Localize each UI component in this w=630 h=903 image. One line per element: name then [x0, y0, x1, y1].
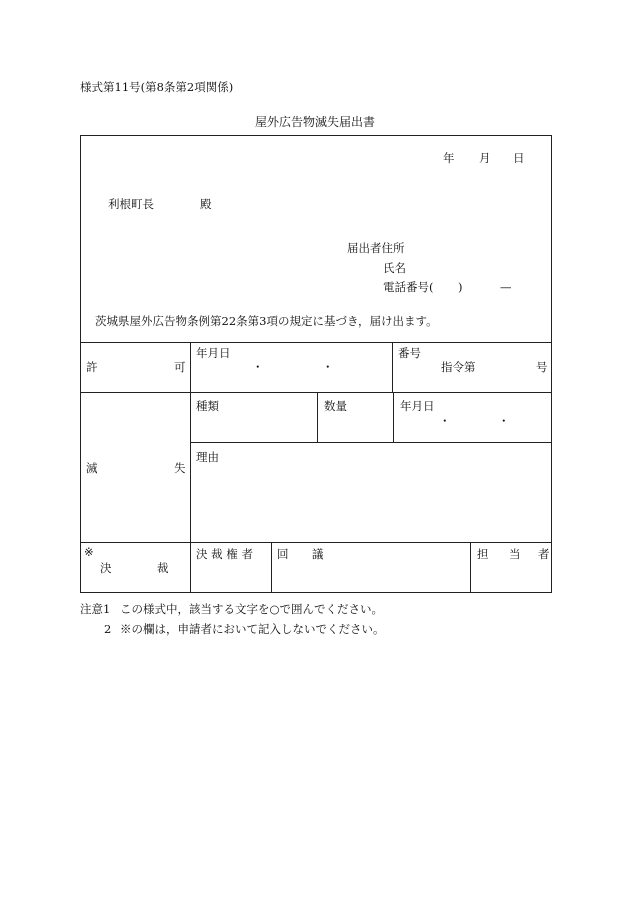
loss-label-b: 失: [174, 461, 186, 475]
applicant-address-label: 届出者住所: [347, 241, 405, 255]
recipient-honorific: 殿: [200, 197, 212, 211]
applicant-phone-label: 電話番号(: [383, 280, 434, 294]
date-year: 年: [443, 151, 455, 165]
loss-reason-label: 理由: [196, 450, 219, 464]
decision-label-b: 裁: [157, 561, 169, 575]
decision-circulation-a: 回: [277, 547, 289, 561]
permit-number-label: 番号: [398, 346, 421, 360]
statement: 茨城県屋外広告物条例第22条第3項の規定に基づき，届け出ます。: [95, 314, 438, 328]
permit-order-prefix: 指令第: [441, 360, 476, 374]
recipient-name: 利根町長: [108, 197, 154, 211]
permit-date-dot-2: ・: [322, 360, 334, 374]
applicant-phone-close: ): [458, 280, 463, 294]
loss-quantity-label: 数量: [324, 399, 347, 413]
date-day: 日: [513, 151, 525, 165]
rule-type-divider: [317, 392, 318, 442]
document-title: 屋外広告物滅失届出書: [254, 115, 375, 129]
rule-authority-divider: [271, 542, 272, 593]
rule-permit-top: [80, 342, 552, 343]
decision-staff-b: 当: [509, 547, 521, 561]
date-month: 月: [479, 151, 491, 165]
rule-staff-divider: [470, 542, 471, 593]
rule-reason-top: [190, 442, 552, 443]
permit-date-label: 年月日: [196, 346, 231, 360]
decision-staff-c: 者: [538, 547, 550, 561]
decision-label-a: 決: [100, 561, 112, 575]
permit-label-b: 可: [174, 360, 186, 374]
rule-label-column: [190, 342, 191, 593]
loss-date-dot-1: ・: [439, 414, 451, 428]
note-1-label: 注意1: [80, 602, 111, 616]
rule-permit-divider: [392, 342, 393, 392]
loss-label-a: 滅: [86, 461, 98, 475]
applicant-phone-dash: —: [500, 280, 512, 294]
note-2-label: 2: [104, 622, 112, 636]
note-1-text: この様式中，該当する文字を○で囲んでください。: [120, 602, 384, 616]
applicant-name-label: 氏名: [383, 261, 406, 275]
loss-date-label: 年月日: [400, 399, 435, 413]
permit-order-suffix: 号: [536, 360, 548, 374]
form-id: 様式第11号(第8条第2項関係): [80, 80, 234, 94]
decision-circulation-b: 議: [312, 547, 324, 561]
decision-staff-a: 担: [477, 547, 489, 561]
permit-date-dot-1: ・: [252, 360, 264, 374]
loss-type-label: 種類: [196, 399, 219, 413]
rule-decision-top: [80, 542, 552, 543]
decision-mark: ※: [84, 545, 94, 559]
rule-loss-top: [80, 392, 552, 393]
rule-quantity-divider: [393, 392, 394, 442]
loss-date-dot-2: ・: [498, 414, 510, 428]
note-2-text: ※の欄は，申請者において記入しないでください。: [120, 622, 385, 636]
decision-authority-label: 決 裁 権 者: [196, 547, 253, 561]
permit-label-a: 許: [86, 360, 98, 374]
